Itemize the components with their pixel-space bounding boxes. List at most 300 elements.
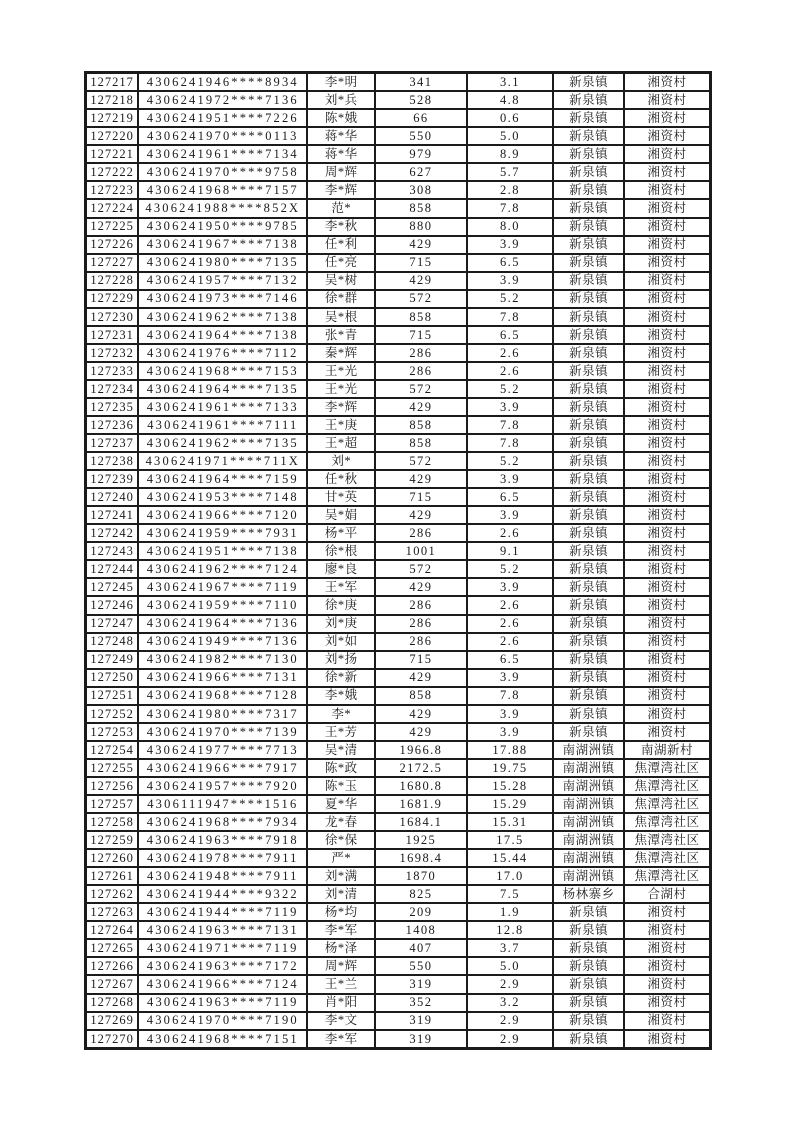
id-number-masked: 4306241978****7911 — [138, 849, 307, 867]
serial-number: 127239 — [86, 470, 139, 488]
rate: 3.9 — [467, 470, 554, 488]
village-name: 湘资村 — [624, 254, 711, 272]
village-name: 湘资村 — [624, 542, 711, 560]
serial-number: 127220 — [86, 127, 139, 145]
beneficiary-data-table — [84, 71, 712, 1050]
person-name-masked: 严* — [307, 849, 375, 867]
amount: 429 — [375, 398, 467, 416]
town-name: 新泉镇 — [553, 181, 624, 199]
amount: 209 — [375, 903, 467, 921]
table-row — [86, 921, 711, 939]
person-name-masked: 廖*良 — [307, 560, 375, 578]
table-body — [86, 73, 711, 1049]
id-number-masked: 4306241963****7119 — [138, 994, 307, 1012]
village-name: 湘资村 — [624, 326, 711, 344]
id-number-masked: 4306241962****7138 — [138, 308, 307, 326]
town-name: 新泉镇 — [553, 272, 624, 290]
town-name: 新泉镇 — [553, 596, 624, 614]
table-row — [86, 975, 711, 993]
town-name: 新泉镇 — [553, 470, 624, 488]
rate: 3.9 — [467, 506, 554, 524]
town-name: 新泉镇 — [553, 109, 624, 127]
person-name-masked: 陈*娥 — [307, 109, 375, 127]
id-number-masked: 4306241972****7136 — [138, 91, 307, 109]
village-name: 湘资村 — [624, 344, 711, 362]
amount: 979 — [375, 145, 467, 163]
serial-number: 127218 — [86, 91, 139, 109]
id-number-masked: 4306241970****0113 — [138, 127, 307, 145]
serial-number: 127231 — [86, 326, 139, 344]
serial-number: 127244 — [86, 560, 139, 578]
person-name-masked: 龙*春 — [307, 813, 375, 831]
village-name: 湘资村 — [624, 73, 711, 92]
rate: 19.75 — [467, 759, 554, 777]
rate: 2.6 — [467, 633, 554, 651]
rate: 2.9 — [467, 1030, 554, 1049]
town-name: 南湖洲镇 — [553, 849, 624, 867]
town-name: 新泉镇 — [553, 687, 624, 705]
village-name: 湘资村 — [624, 236, 711, 254]
amount: 319 — [375, 1012, 467, 1030]
town-name: 新泉镇 — [553, 127, 624, 145]
id-number-masked: 4306241957****7132 — [138, 272, 307, 290]
village-name: 湘资村 — [624, 669, 711, 687]
person-name-masked: 蒋*华 — [307, 127, 375, 145]
serial-number: 127242 — [86, 524, 139, 542]
rate: 3.9 — [467, 236, 554, 254]
table-row — [86, 615, 711, 633]
table-row — [86, 994, 711, 1012]
id-number-masked: 4306241959****7931 — [138, 524, 307, 542]
village-name: 湘资村 — [624, 560, 711, 578]
table-row — [86, 939, 711, 957]
person-name-masked: 陈*政 — [307, 759, 375, 777]
person-name-masked: 李*秋 — [307, 218, 375, 236]
person-name-masked: 杨*均 — [307, 903, 375, 921]
id-number-masked: 4306241961****7134 — [138, 145, 307, 163]
rate: 2.6 — [467, 615, 554, 633]
town-name: 南湖洲镇 — [553, 831, 624, 849]
person-name-masked: 王*庚 — [307, 416, 375, 434]
serial-number: 127254 — [86, 741, 139, 759]
id-number-masked: 4306241953****7148 — [138, 488, 307, 506]
village-name: 焦潭湾社区 — [624, 867, 711, 885]
amount: 715 — [375, 326, 467, 344]
id-number-masked: 4306241959****7110 — [138, 596, 307, 614]
rate: 7.8 — [467, 308, 554, 326]
rate: 5.2 — [467, 452, 554, 470]
amount: 407 — [375, 939, 467, 957]
town-name: 新泉镇 — [553, 560, 624, 578]
amount: 286 — [375, 344, 467, 362]
id-number-masked: 4306241964****7136 — [138, 615, 307, 633]
amount: 880 — [375, 218, 467, 236]
person-name-masked: 刘*如 — [307, 633, 375, 651]
serial-number: 127224 — [86, 199, 139, 217]
id-number-masked: 4306241968****7128 — [138, 687, 307, 705]
town-name: 南湖洲镇 — [553, 813, 624, 831]
person-name-masked: 王*芳 — [307, 723, 375, 741]
town-name: 新泉镇 — [553, 578, 624, 596]
serial-number: 127251 — [86, 687, 139, 705]
id-number-masked: 4306241976****7112 — [138, 344, 307, 362]
serial-number: 127248 — [86, 633, 139, 651]
town-name: 新泉镇 — [553, 380, 624, 398]
table-row — [86, 199, 711, 217]
person-name-masked: 肖*阳 — [307, 994, 375, 1012]
serial-number: 127267 — [86, 975, 139, 993]
id-number-masked: 4306241948****7911 — [138, 867, 307, 885]
town-name: 新泉镇 — [553, 326, 624, 344]
rate: 15.28 — [467, 777, 554, 795]
table-row — [86, 903, 711, 921]
rate: 8.9 — [467, 145, 554, 163]
serial-number: 127266 — [86, 957, 139, 975]
person-name-masked: 刘*扬 — [307, 651, 375, 669]
id-number-masked: 4306241970****7139 — [138, 723, 307, 741]
serial-number: 127257 — [86, 795, 139, 813]
village-name: 湘资村 — [624, 488, 711, 506]
person-name-masked: 徐*保 — [307, 831, 375, 849]
village-name: 湘资村 — [624, 272, 711, 290]
town-name: 新泉镇 — [553, 921, 624, 939]
id-number-masked: 4306241968****7151 — [138, 1030, 307, 1049]
rate: 5.2 — [467, 290, 554, 308]
id-number-masked: 4306241968****7153 — [138, 362, 307, 380]
town-name: 南湖洲镇 — [553, 867, 624, 885]
serial-number: 127237 — [86, 434, 139, 452]
id-number-masked: 4306241951****7138 — [138, 542, 307, 560]
village-name: 湘资村 — [624, 506, 711, 524]
town-name: 新泉镇 — [553, 163, 624, 181]
village-name: 湘资村 — [624, 308, 711, 326]
rate: 17.0 — [467, 867, 554, 885]
amount: 319 — [375, 975, 467, 993]
serial-number: 127268 — [86, 994, 139, 1012]
amount: 319 — [375, 1030, 467, 1049]
table-row — [86, 398, 711, 416]
amount: 286 — [375, 615, 467, 633]
id-number-masked: 4306241980****7135 — [138, 254, 307, 272]
serial-number: 127255 — [86, 759, 139, 777]
serial-number: 127226 — [86, 236, 139, 254]
amount: 858 — [375, 416, 467, 434]
amount: 550 — [375, 127, 467, 145]
village-name: 焦潭湾社区 — [624, 831, 711, 849]
person-name-masked: 杨*泽 — [307, 939, 375, 957]
town-name: 新泉镇 — [553, 416, 624, 434]
table-row — [86, 867, 711, 885]
id-number-masked: 4306241951****7226 — [138, 109, 307, 127]
rate: 2.6 — [467, 362, 554, 380]
person-name-masked: 李* — [307, 705, 375, 723]
id-number-masked: 4306241944****7119 — [138, 903, 307, 921]
table-row — [86, 759, 711, 777]
rate: 1.9 — [467, 903, 554, 921]
serial-number: 127241 — [86, 506, 139, 524]
person-name-masked: 陈*玉 — [307, 777, 375, 795]
town-name: 新泉镇 — [553, 452, 624, 470]
rate: 3.2 — [467, 994, 554, 1012]
table-row — [86, 272, 711, 290]
town-name: 新泉镇 — [553, 506, 624, 524]
person-name-masked: 王*超 — [307, 434, 375, 452]
amount: 429 — [375, 705, 467, 723]
serial-number: 127219 — [86, 109, 139, 127]
rate: 6.5 — [467, 254, 554, 272]
table-row — [86, 380, 711, 398]
person-name-masked: 徐*庚 — [307, 596, 375, 614]
amount: 66 — [375, 109, 467, 127]
table-row — [86, 362, 711, 380]
person-name-masked: 任*利 — [307, 236, 375, 254]
village-name: 湘资村 — [624, 705, 711, 723]
village-name: 湘资村 — [624, 994, 711, 1012]
table-row — [86, 596, 711, 614]
person-name-masked: 张*青 — [307, 326, 375, 344]
rate: 7.8 — [467, 199, 554, 217]
rate: 2.8 — [467, 181, 554, 199]
village-name: 湘资村 — [624, 398, 711, 416]
table-row — [86, 434, 711, 452]
table-row — [86, 1012, 711, 1030]
id-number-masked: 4306241961****7111 — [138, 416, 307, 434]
rate: 5.2 — [467, 560, 554, 578]
village-name: 湘资村 — [624, 362, 711, 380]
table-row — [86, 705, 711, 723]
amount: 572 — [375, 560, 467, 578]
rate: 15.44 — [467, 849, 554, 867]
amount: 858 — [375, 308, 467, 326]
id-number-masked: 4306241964****7159 — [138, 470, 307, 488]
table-row — [86, 885, 711, 903]
village-name: 湘资村 — [624, 939, 711, 957]
town-name: 新泉镇 — [553, 344, 624, 362]
rate: 15.29 — [467, 795, 554, 813]
village-name: 焦潭湾社区 — [624, 849, 711, 867]
amount: 715 — [375, 254, 467, 272]
person-name-masked: 王*兰 — [307, 975, 375, 993]
serial-number: 127264 — [86, 921, 139, 939]
town-name: 新泉镇 — [553, 145, 624, 163]
town-name: 新泉镇 — [553, 633, 624, 651]
table-row — [86, 957, 711, 975]
amount: 286 — [375, 633, 467, 651]
village-name: 湘资村 — [624, 416, 711, 434]
rate: 4.8 — [467, 91, 554, 109]
person-name-masked: 范* — [307, 199, 375, 217]
village-name: 湘资村 — [624, 127, 711, 145]
person-name-masked: 吴*树 — [307, 272, 375, 290]
village-name: 湘资村 — [624, 957, 711, 975]
person-name-masked: 吴*根 — [307, 308, 375, 326]
table-row — [86, 560, 711, 578]
table-row — [86, 831, 711, 849]
village-name: 湘资村 — [624, 524, 711, 542]
village-name: 湘资村 — [624, 290, 711, 308]
id-number-masked: 4306241961****7133 — [138, 398, 307, 416]
table-row — [86, 344, 711, 362]
rate: 3.7 — [467, 939, 554, 957]
serial-number: 127265 — [86, 939, 139, 957]
serial-number: 127270 — [86, 1030, 139, 1049]
village-name: 湘资村 — [624, 596, 711, 614]
amount: 429 — [375, 236, 467, 254]
town-name: 新泉镇 — [553, 73, 624, 92]
amount: 1408 — [375, 921, 467, 939]
table-row — [86, 470, 711, 488]
rate: 6.5 — [467, 326, 554, 344]
amount: 1680.8 — [375, 777, 467, 795]
serial-number: 127230 — [86, 308, 139, 326]
id-number-masked: 4306241966****7120 — [138, 506, 307, 524]
serial-number: 127234 — [86, 380, 139, 398]
village-name: 湘资村 — [624, 633, 711, 651]
serial-number: 127245 — [86, 578, 139, 596]
village-name: 湘资村 — [624, 578, 711, 596]
id-number-masked: 4306241964****7135 — [138, 380, 307, 398]
village-name: 焦潭湾社区 — [624, 813, 711, 831]
rate: 5.0 — [467, 957, 554, 975]
person-name-masked: 李*辉 — [307, 181, 375, 199]
village-name: 湘资村 — [624, 452, 711, 470]
amount: 1684.1 — [375, 813, 467, 831]
person-name-masked: 李*文 — [307, 1012, 375, 1030]
person-name-masked: 王*军 — [307, 578, 375, 596]
rate: 0.6 — [467, 109, 554, 127]
id-number-masked: 4306241988****852X — [138, 199, 307, 217]
person-name-masked: 吴*清 — [307, 741, 375, 759]
rate: 2.6 — [467, 596, 554, 614]
rate: 2.6 — [467, 344, 554, 362]
person-name-masked: 刘*兵 — [307, 91, 375, 109]
village-name: 焦潭湾社区 — [624, 777, 711, 795]
id-number-masked: 4306241966****7917 — [138, 759, 307, 777]
village-name: 湘资村 — [624, 145, 711, 163]
town-name: 南湖洲镇 — [553, 741, 624, 759]
person-name-masked: 李*明 — [307, 73, 375, 92]
id-number-masked: 4306241962****7135 — [138, 434, 307, 452]
rate: 17.88 — [467, 741, 554, 759]
town-name: 新泉镇 — [553, 362, 624, 380]
rate: 3.9 — [467, 272, 554, 290]
table-row — [86, 795, 711, 813]
amount: 528 — [375, 91, 467, 109]
amount: 286 — [375, 596, 467, 614]
person-name-masked: 徐*群 — [307, 290, 375, 308]
id-number-masked: 4306241962****7124 — [138, 560, 307, 578]
town-name: 新泉镇 — [553, 434, 624, 452]
amount: 308 — [375, 181, 467, 199]
rate: 5.2 — [467, 380, 554, 398]
serial-number: 127227 — [86, 254, 139, 272]
person-name-masked: 刘*清 — [307, 885, 375, 903]
table-row — [86, 416, 711, 434]
rate: 2.6 — [467, 524, 554, 542]
rate: 7.8 — [467, 434, 554, 452]
serial-number: 127222 — [86, 163, 139, 181]
rate: 5.7 — [467, 163, 554, 181]
serial-number: 127246 — [86, 596, 139, 614]
person-name-masked: 王*光 — [307, 380, 375, 398]
serial-number: 127243 — [86, 542, 139, 560]
serial-number: 127238 — [86, 452, 139, 470]
rate: 3.1 — [467, 73, 554, 92]
town-name: 新泉镇 — [553, 488, 624, 506]
serial-number: 127262 — [86, 885, 139, 903]
id-number-masked: 4306241977****7713 — [138, 741, 307, 759]
id-number-masked: 4306241970****7190 — [138, 1012, 307, 1030]
town-name: 新泉镇 — [553, 957, 624, 975]
amount: 572 — [375, 380, 467, 398]
table-row — [86, 218, 711, 236]
table-row — [86, 254, 711, 272]
id-number-masked: 4306241957****7920 — [138, 777, 307, 795]
table-row — [86, 1030, 711, 1049]
amount: 429 — [375, 470, 467, 488]
person-name-masked: 夏*华 — [307, 795, 375, 813]
amount: 550 — [375, 957, 467, 975]
rate: 7.8 — [467, 416, 554, 434]
table-row — [86, 145, 711, 163]
rate: 3.9 — [467, 669, 554, 687]
table-row — [86, 290, 711, 308]
id-number-masked: 4306241963****7918 — [138, 831, 307, 849]
rate: 6.5 — [467, 651, 554, 669]
id-number-masked: 4306241949****7136 — [138, 633, 307, 651]
amount: 627 — [375, 163, 467, 181]
village-name: 南湖新村 — [624, 741, 711, 759]
town-name: 新泉镇 — [553, 994, 624, 1012]
town-name: 新泉镇 — [553, 705, 624, 723]
serial-number: 127253 — [86, 723, 139, 741]
table-row — [86, 181, 711, 199]
table-row — [86, 542, 711, 560]
table-row — [86, 651, 711, 669]
id-number-masked: 4306241963****7172 — [138, 957, 307, 975]
serial-number: 127236 — [86, 416, 139, 434]
table-row — [86, 236, 711, 254]
table-row — [86, 308, 711, 326]
serial-number: 127256 — [86, 777, 139, 795]
id-number-masked: 4306241971****7119 — [138, 939, 307, 957]
town-name: 新泉镇 — [553, 290, 624, 308]
serial-number: 127258 — [86, 813, 139, 831]
serial-number: 127232 — [86, 344, 139, 362]
person-name-masked: 李*辉 — [307, 398, 375, 416]
person-name-masked: 李*军 — [307, 1030, 375, 1049]
person-name-masked: 甘*英 — [307, 488, 375, 506]
town-name: 新泉镇 — [553, 651, 624, 669]
serial-number: 127247 — [86, 615, 139, 633]
village-name: 合湖村 — [624, 885, 711, 903]
town-name: 新泉镇 — [553, 903, 624, 921]
serial-number: 127252 — [86, 705, 139, 723]
village-name: 湘资村 — [624, 199, 711, 217]
town-name: 新泉镇 — [553, 199, 624, 217]
table-row — [86, 669, 711, 687]
id-number-masked: 4306241971****711X — [138, 452, 307, 470]
town-name: 新泉镇 — [553, 524, 624, 542]
serial-number: 127225 — [86, 218, 139, 236]
person-name-masked: 任*秋 — [307, 470, 375, 488]
town-name: 新泉镇 — [553, 398, 624, 416]
amount: 825 — [375, 885, 467, 903]
id-number-masked: 4306241967****7138 — [138, 236, 307, 254]
person-name-masked: 周*辉 — [307, 163, 375, 181]
village-name: 湘资村 — [624, 921, 711, 939]
serial-number: 127259 — [86, 831, 139, 849]
